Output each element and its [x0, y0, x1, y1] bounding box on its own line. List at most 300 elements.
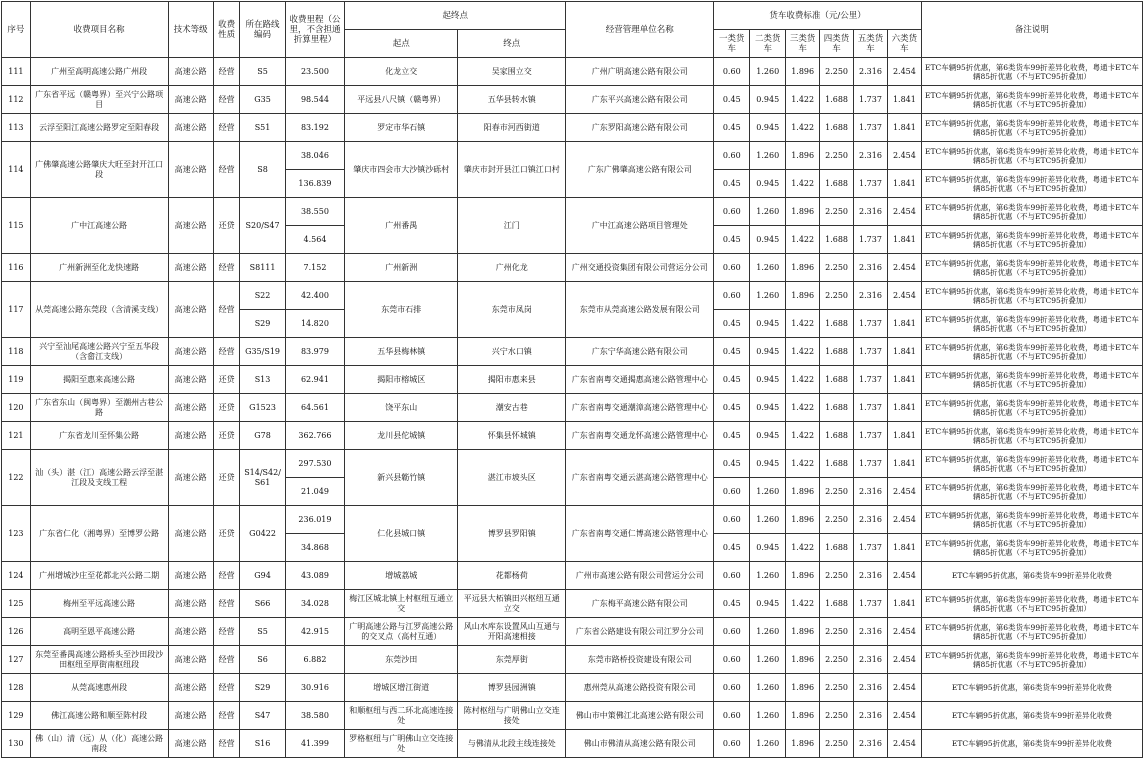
fee-nature: 经营 — [213, 674, 240, 702]
rate-class-5: 1.737 — [854, 338, 888, 366]
mileage: 362.766 — [285, 422, 345, 450]
rate-class-4: 2.250 — [820, 674, 854, 702]
rate-class-1: 0.60 — [714, 254, 750, 282]
operator-unit: 广东省南粤交通龙怀高速公路管理中心 — [566, 422, 714, 450]
rate-class-3: 1.896 — [786, 58, 820, 86]
row-number: 111 — [2, 58, 31, 86]
rate-class-6: 1.841 — [887, 534, 921, 562]
fee-nature: 经营 — [213, 282, 240, 338]
project-name: 东莞至番禺高速公路桥头至沙田段沙田枢纽至厚街南枢纽段 — [30, 646, 168, 674]
rate-class-3: 1.422 — [786, 422, 820, 450]
tech-grade: 高速公路 — [168, 450, 213, 506]
rate-class-6: 2.454 — [887, 478, 921, 506]
tech-grade: 高速公路 — [168, 562, 213, 590]
tech-grade: 高速公路 — [168, 506, 213, 562]
remark: ETC车辆95折优惠，第6类货车99折差异化收费，粤通卡ETC车辆85折优惠（不与ETC95折叠加） — [921, 450, 1142, 478]
end-point: 潮安古巷 — [458, 394, 566, 422]
rate-class-3: 1.896 — [786, 282, 820, 310]
rate-class-6: 1.841 — [887, 450, 921, 478]
rate-class-6: 2.454 — [887, 562, 921, 590]
rate-class-6: 1.841 — [887, 86, 921, 114]
header-class-6: 六类货车 — [887, 30, 921, 58]
header-name: 收费项目名称 — [30, 2, 168, 58]
rate-class-4: 1.688 — [820, 170, 854, 198]
row-number: 122 — [2, 450, 31, 506]
project-name: 揭阳至惠来高速公路 — [30, 366, 168, 394]
rate-class-3: 1.422 — [786, 86, 820, 114]
project-name: 广中江高速公路 — [30, 198, 168, 254]
rate-class-4: 2.250 — [820, 562, 854, 590]
rate-class-2: 1.260 — [750, 58, 786, 86]
operator-unit: 东莞市从莞高速公路发展有限公司 — [566, 282, 714, 338]
rate-class-4: 1.688 — [820, 310, 854, 338]
remark: ETC车辆95折优惠，第6类货车99折差异化收费，粤通卡ETC车辆85折优惠（不与ETC95折叠加） — [921, 86, 1142, 114]
rate-class-6: 2.454 — [887, 506, 921, 534]
rate-class-5: 1.737 — [854, 86, 888, 114]
rate-class-5: 1.737 — [854, 366, 888, 394]
rate-class-3: 1.422 — [786, 170, 820, 198]
project-name: 佛江高速公路和顺至陈村段 — [30, 702, 168, 730]
rate-class-2: 1.260 — [750, 702, 786, 730]
rate-class-1: 0.60 — [714, 618, 750, 646]
route-code: S5 — [240, 618, 285, 646]
project-name: 汕（头）湛（江）高速公路云浮至湛江段及支线工程 — [30, 450, 168, 506]
rate-class-3: 1.896 — [786, 618, 820, 646]
fee-nature: 还贷 — [213, 450, 240, 506]
end-point: 江门 — [458, 198, 566, 254]
route-code: G0422 — [240, 506, 285, 562]
end-point: 湛江市坡头区 — [458, 450, 566, 506]
rate-class-5: 2.316 — [854, 562, 888, 590]
header-unit: 经营管理单位名称 — [566, 2, 714, 58]
start-point: 平远县八尺镇（赣粤界） — [345, 86, 458, 114]
header-endpoints: 起终点 — [345, 2, 566, 30]
end-point: 与佛清从北段主线连接处 — [458, 730, 566, 758]
rate-class-3: 1.422 — [786, 366, 820, 394]
fee-nature: 经营 — [213, 86, 240, 114]
rate-class-2: 1.260 — [750, 674, 786, 702]
rate-class-5: 2.316 — [854, 478, 888, 506]
fee-nature: 经营 — [213, 562, 240, 590]
rate-class-4: 1.688 — [820, 226, 854, 254]
operator-unit: 东莞市路桥投资建设有限公司 — [566, 646, 714, 674]
rate-class-1: 0.45 — [714, 114, 750, 142]
fee-table — [1, 1, 1143, 758]
mileage: 23.500 — [285, 58, 345, 86]
operator-unit: 广州广明高速公路有限公司 — [566, 58, 714, 86]
rate-class-4: 1.688 — [820, 338, 854, 366]
rate-class-1: 0.45 — [714, 450, 750, 478]
remark: ETC车辆95折优惠，第6类货车99折差异化收费，粤通卡ETC车辆85折优惠（不与ETC95折叠加） — [921, 198, 1142, 226]
rate-class-2: 0.945 — [750, 590, 786, 618]
rate-class-3: 1.896 — [786, 646, 820, 674]
fee-nature: 还贷 — [213, 198, 240, 254]
rate-class-1: 0.45 — [714, 86, 750, 114]
remark: ETC车辆95折优惠，第6类货车99折差异化收费，粤通卡ETC车辆85折优惠（不与ETC95折叠加） — [921, 534, 1142, 562]
rate-class-4: 1.688 — [820, 450, 854, 478]
header-end: 终点 — [458, 30, 566, 58]
project-name: 广东省平远（赣粤界）至兴宁公路项目 — [30, 86, 168, 114]
project-name: 云浮至阳江高速公路罗定至阳春段 — [30, 114, 168, 142]
route-code: G1523 — [240, 394, 285, 422]
rate-class-1: 0.45 — [714, 590, 750, 618]
header-class-2: 二类货车 — [750, 30, 786, 58]
rate-class-6: 2.454 — [887, 282, 921, 310]
rate-class-6: 2.454 — [887, 646, 921, 674]
end-point: 平远县大柘镇田兴枢纽互通立交 — [458, 590, 566, 618]
start-point: 增城荔城 — [345, 562, 458, 590]
operator-unit: 惠州莞从高速公路投资有限公司 — [566, 674, 714, 702]
operator-unit: 广东省南粤交通仁博高速公路管理中心 — [566, 506, 714, 562]
table-row — [2, 562, 1143, 590]
rate-class-4: 2.250 — [820, 702, 854, 730]
project-name: 广东省东山（闽粤界）至潮州古巷公路 — [30, 394, 168, 422]
rate-class-4: 2.250 — [820, 478, 854, 506]
rate-class-2: 1.260 — [750, 730, 786, 758]
route-code: S5 — [240, 58, 285, 86]
rate-class-6: 2.454 — [887, 198, 921, 226]
mileage: 64.561 — [285, 394, 345, 422]
remark: ETC车辆95折优惠，第6类货车99折差异化收费 — [921, 562, 1142, 590]
operator-unit: 佛山市中策佛江北高速公路有限公司 — [566, 702, 714, 730]
fee-nature: 经营 — [213, 590, 240, 618]
rate-class-5: 2.316 — [854, 254, 888, 282]
operator-unit: 广东省南粤交通潮漳高速公路管理中心 — [566, 394, 714, 422]
rate-class-6: 2.454 — [887, 618, 921, 646]
rate-class-3: 1.422 — [786, 450, 820, 478]
start-point: 新兴县簕竹镇 — [345, 450, 458, 506]
table-row — [2, 254, 1143, 282]
tech-grade: 高速公路 — [168, 114, 213, 142]
route-code: S22 — [240, 282, 285, 310]
rate-class-5: 2.316 — [854, 646, 888, 674]
table-row — [2, 58, 1143, 86]
project-name: 从莞高速惠州段 — [30, 674, 168, 702]
table-row — [2, 674, 1143, 702]
end-point: 花都杨荷 — [458, 562, 566, 590]
start-point: 梅江区城北镇上村枢纽互通立交 — [345, 590, 458, 618]
end-point: 东莞厚街 — [458, 646, 566, 674]
start-point: 饶平东山 — [345, 394, 458, 422]
project-name: 广州至高明高速公路广州段 — [30, 58, 168, 86]
end-point: 阳春市河西街道 — [458, 114, 566, 142]
table-body — [2, 58, 1143, 758]
tech-grade: 高速公路 — [168, 198, 213, 254]
operator-unit: 广东广佛肇高速公路有限公司 — [566, 142, 714, 198]
route-code: S20/S47 — [240, 198, 285, 254]
table-row — [2, 142, 1143, 170]
tech-grade: 高速公路 — [168, 86, 213, 114]
rate-class-6: 2.454 — [887, 730, 921, 758]
row-number: 127 — [2, 646, 31, 674]
header-fee: 货车收费标准（元/公里） — [714, 2, 922, 30]
rate-class-3: 1.896 — [786, 702, 820, 730]
start-point: 龙川县佗城镇 — [345, 422, 458, 450]
rate-class-1: 0.45 — [714, 534, 750, 562]
rate-class-4: 2.250 — [820, 646, 854, 674]
start-point: 五华县梅林镇 — [345, 338, 458, 366]
rate-class-1: 0.45 — [714, 170, 750, 198]
row-number: 117 — [2, 282, 31, 338]
fee-nature: 还贷 — [213, 422, 240, 450]
rate-class-3: 1.422 — [786, 226, 820, 254]
tech-grade: 高速公路 — [168, 338, 213, 366]
mileage: 38.046 — [285, 142, 345, 170]
rate-class-4: 1.688 — [820, 366, 854, 394]
project-name: 梅州至平远高速公路 — [30, 590, 168, 618]
operator-unit: 广东省南粤交通揭惠高速公路管理中心 — [566, 366, 714, 394]
rate-class-3: 1.422 — [786, 338, 820, 366]
start-point: 揭阳市榕城区 — [345, 366, 458, 394]
rate-class-3: 1.896 — [786, 142, 820, 170]
rate-class-6: 2.454 — [887, 254, 921, 282]
route-code: S8 — [240, 142, 285, 198]
rate-class-6: 1.841 — [887, 590, 921, 618]
rate-class-1: 0.60 — [714, 730, 750, 758]
rate-class-4: 2.250 — [820, 198, 854, 226]
mileage: 136.839 — [285, 170, 345, 198]
rate-class-1: 0.60 — [714, 674, 750, 702]
mileage: 4.564 — [285, 226, 345, 254]
table-row — [2, 506, 1143, 534]
rate-class-5: 1.737 — [854, 534, 888, 562]
row-number: 118 — [2, 338, 31, 366]
rate-class-2: 0.945 — [750, 114, 786, 142]
tech-grade: 高速公路 — [168, 58, 213, 86]
rate-class-1: 0.60 — [714, 646, 750, 674]
operator-unit: 广东省公路建设有限公司江罗分公司 — [566, 618, 714, 646]
rate-class-3: 1.896 — [786, 674, 820, 702]
table-row — [2, 618, 1143, 646]
row-number: 120 — [2, 394, 31, 422]
rate-class-3: 1.422 — [786, 310, 820, 338]
end-point: 博罗县园洲镇 — [458, 674, 566, 702]
rate-class-5: 2.316 — [854, 142, 888, 170]
end-point: 怀集县怀城镇 — [458, 422, 566, 450]
rate-class-4: 2.250 — [820, 282, 854, 310]
project-name: 广佛肇高速公路肇庆大旺至封开江口段 — [30, 142, 168, 198]
rate-class-4: 1.688 — [820, 534, 854, 562]
rate-class-6: 1.841 — [887, 170, 921, 198]
mileage: 297.530 — [285, 450, 345, 478]
mileage: 38.550 — [285, 198, 345, 226]
rate-class-1: 0.45 — [714, 226, 750, 254]
operator-unit: 广东梅平高速公路有限公司 — [566, 590, 714, 618]
rate-class-3: 1.896 — [786, 254, 820, 282]
header-mileage: 收费里程（公里，不含担通折算里程） — [285, 2, 345, 58]
rate-class-2: 0.945 — [750, 450, 786, 478]
table-row — [2, 590, 1143, 618]
rate-class-5: 2.316 — [854, 506, 888, 534]
rate-class-5: 1.737 — [854, 310, 888, 338]
rate-class-1: 0.60 — [714, 142, 750, 170]
table-row — [2, 338, 1143, 366]
header-class-1: 一类货车 — [714, 30, 750, 58]
header-no: 序号 — [2, 2, 31, 58]
operator-unit: 广东省南粤交通云湛高速公路管理中心 — [566, 450, 714, 506]
rate-class-4: 1.688 — [820, 422, 854, 450]
start-point: 东莞沙田 — [345, 646, 458, 674]
route-code: S8111 — [240, 254, 285, 282]
rate-class-5: 2.316 — [854, 730, 888, 758]
remark: ETC车辆95折优惠，第6类货车99折差异化收费，粤通卡ETC车辆85折优惠（不与ETC95折叠加） — [921, 254, 1142, 282]
rate-class-5: 2.316 — [854, 282, 888, 310]
fee-nature: 经营 — [213, 702, 240, 730]
table-row — [2, 394, 1143, 422]
rate-class-6: 1.841 — [887, 310, 921, 338]
row-number: 113 — [2, 114, 31, 142]
table-row — [2, 366, 1143, 394]
rate-class-2: 1.260 — [750, 562, 786, 590]
header-tech: 技术等级 — [168, 2, 213, 58]
rate-class-3: 1.896 — [786, 562, 820, 590]
header-note: 备注说明 — [921, 2, 1142, 58]
mileage: 236.019 — [285, 506, 345, 534]
end-point: 风山水库东设置风山互通与开阳高速相接 — [458, 618, 566, 646]
operator-unit: 广东罗阳高速公路有限公司 — [566, 114, 714, 142]
rate-class-1: 0.60 — [714, 702, 750, 730]
fee-nature: 经营 — [213, 254, 240, 282]
fee-nature: 经营 — [213, 58, 240, 86]
remark: ETC车辆95折优惠，第6类货车99折差异化收费，粤通卡ETC车辆85折优惠（不与ETC95折叠加） — [921, 282, 1142, 310]
mileage: 62.941 — [285, 366, 345, 394]
row-number: 121 — [2, 422, 31, 450]
rate-class-4: 1.688 — [820, 86, 854, 114]
rate-class-5: 1.737 — [854, 170, 888, 198]
route-code: S66 — [240, 590, 285, 618]
rate-class-6: 1.841 — [887, 114, 921, 142]
rate-class-5: 2.316 — [854, 58, 888, 86]
start-point: 和顺枢纽与西二环北高速连接处 — [345, 702, 458, 730]
tech-grade: 高速公路 — [168, 618, 213, 646]
rate-class-1: 0.60 — [714, 282, 750, 310]
row-number: 119 — [2, 366, 31, 394]
fee-nature: 经营 — [213, 338, 240, 366]
remark: ETC车辆95折优惠，第6类货车99折差异化收费，粤通卡ETC车辆85折优惠（不与ETC95折叠加） — [921, 394, 1142, 422]
row-number: 130 — [2, 730, 31, 758]
table-row — [2, 114, 1143, 142]
rate-class-1: 0.60 — [714, 58, 750, 86]
rate-class-4: 2.250 — [820, 730, 854, 758]
row-number: 114 — [2, 142, 31, 198]
rate-class-1: 0.45 — [714, 338, 750, 366]
project-name: 佛（山）清（远）从（化）高速公路南段 — [30, 730, 168, 758]
mileage: 83.192 — [285, 114, 345, 142]
rate-class-2: 0.945 — [750, 394, 786, 422]
tech-grade: 高速公路 — [168, 422, 213, 450]
remark: ETC车辆95折优惠，第6类货车99折差异化收费 — [921, 702, 1142, 730]
operator-unit: 佛山市佛清从高速公路有限公司 — [566, 730, 714, 758]
route-code: S47 — [240, 702, 285, 730]
fee-nature: 还贷 — [213, 506, 240, 562]
rate-class-4: 2.250 — [820, 618, 854, 646]
table-row — [2, 450, 1143, 478]
end-point: 兴宁水口镇 — [458, 338, 566, 366]
mileage: 41.399 — [285, 730, 345, 758]
route-code: S14/S42/S61 — [240, 450, 285, 506]
route-code: G35/S19 — [240, 338, 285, 366]
tech-grade: 高速公路 — [168, 702, 213, 730]
mileage: 34.868 — [285, 534, 345, 562]
table-row — [2, 646, 1143, 674]
mileage: 38.580 — [285, 702, 345, 730]
rate-class-2: 0.945 — [750, 170, 786, 198]
tech-grade: 高速公路 — [168, 730, 213, 758]
tech-grade: 高速公路 — [168, 646, 213, 674]
remark: ETC车辆95折优惠，第6类货车99折差异化收费，粤通卡ETC车辆85折优惠（不与ETC95折叠加） — [921, 310, 1142, 338]
fee-nature: 经营 — [213, 618, 240, 646]
rate-class-3: 1.422 — [786, 114, 820, 142]
end-point: 吴家围立交 — [458, 58, 566, 86]
project-name: 从莞高速公路东莞段（含清溪支线） — [30, 282, 168, 338]
rate-class-6: 1.841 — [887, 366, 921, 394]
rate-class-3: 1.422 — [786, 534, 820, 562]
rate-class-6: 2.454 — [887, 702, 921, 730]
rate-class-3: 1.896 — [786, 506, 820, 534]
header-class-4: 四类货车 — [820, 30, 854, 58]
remark: ETC车辆95折优惠，第6类货车99折差异化收费，粤通卡ETC车辆85折优惠（不与ETC95折叠加） — [921, 142, 1142, 170]
end-point: 揭阳市惠来县 — [458, 366, 566, 394]
tech-grade: 高速公路 — [168, 366, 213, 394]
mileage: 7.152 — [285, 254, 345, 282]
rate-class-5: 2.316 — [854, 702, 888, 730]
rate-class-4: 1.688 — [820, 394, 854, 422]
rate-class-2: 1.260 — [750, 198, 786, 226]
tech-grade: 高速公路 — [168, 674, 213, 702]
route-code: G78 — [240, 422, 285, 450]
rate-class-6: 1.841 — [887, 394, 921, 422]
end-point: 东莞市凤岗 — [458, 282, 566, 338]
route-code: S29 — [240, 310, 285, 338]
fee-nature: 经营 — [213, 114, 240, 142]
fee-nature: 还贷 — [213, 394, 240, 422]
rate-class-2: 0.945 — [750, 534, 786, 562]
project-name: 兴宁至汕尾高速公路兴宁至五华段（含畲江支线） — [30, 338, 168, 366]
rate-class-6: 2.454 — [887, 674, 921, 702]
rate-class-6: 1.841 — [887, 338, 921, 366]
project-name: 高明至恩平高速公路 — [30, 618, 168, 646]
header-class-3: 三类货车 — [786, 30, 820, 58]
remark: ETC车辆95折优惠，第6类货车99折差异化收费，粤通卡ETC车辆85折优惠（不与ETC95折叠加） — [921, 338, 1142, 366]
mileage: 43.089 — [285, 562, 345, 590]
rate-class-4: 2.250 — [820, 506, 854, 534]
table-row — [2, 86, 1143, 114]
rate-class-2: 0.945 — [750, 338, 786, 366]
row-number: 124 — [2, 562, 31, 590]
remark: ETC车辆95折优惠，第6类货车99折差异化收费，粤通卡ETC车辆85折优惠（不与ETC95折叠加） — [921, 590, 1142, 618]
rate-class-1: 0.45 — [714, 394, 750, 422]
rate-class-5: 2.316 — [854, 674, 888, 702]
fee-nature: 经营 — [213, 730, 240, 758]
route-code: S13 — [240, 366, 285, 394]
row-number: 123 — [2, 506, 31, 562]
rate-class-2: 0.945 — [750, 226, 786, 254]
rate-class-2: 1.260 — [750, 282, 786, 310]
rate-class-6: 2.454 — [887, 142, 921, 170]
end-point: 陈村枢纽与广明佛山立交连接处 — [458, 702, 566, 730]
start-point: 罗格枢纽与广明佛山立交连接处 — [345, 730, 458, 758]
mileage: 42.400 — [285, 282, 345, 310]
start-point: 广州新洲 — [345, 254, 458, 282]
operator-unit: 广东平兴高速公路有限公司 — [566, 86, 714, 114]
rate-class-5: 2.316 — [854, 618, 888, 646]
remark: ETC车辆95折优惠，第6类货车99折差异化收费，粤通卡ETC车辆85折优惠（不与ETC95折叠加） — [921, 226, 1142, 254]
table-row — [2, 422, 1143, 450]
start-point: 增城区增江街道 — [345, 674, 458, 702]
rate-class-4: 2.250 — [820, 254, 854, 282]
mileage: 98.544 — [285, 86, 345, 114]
rate-class-6: 1.841 — [887, 226, 921, 254]
